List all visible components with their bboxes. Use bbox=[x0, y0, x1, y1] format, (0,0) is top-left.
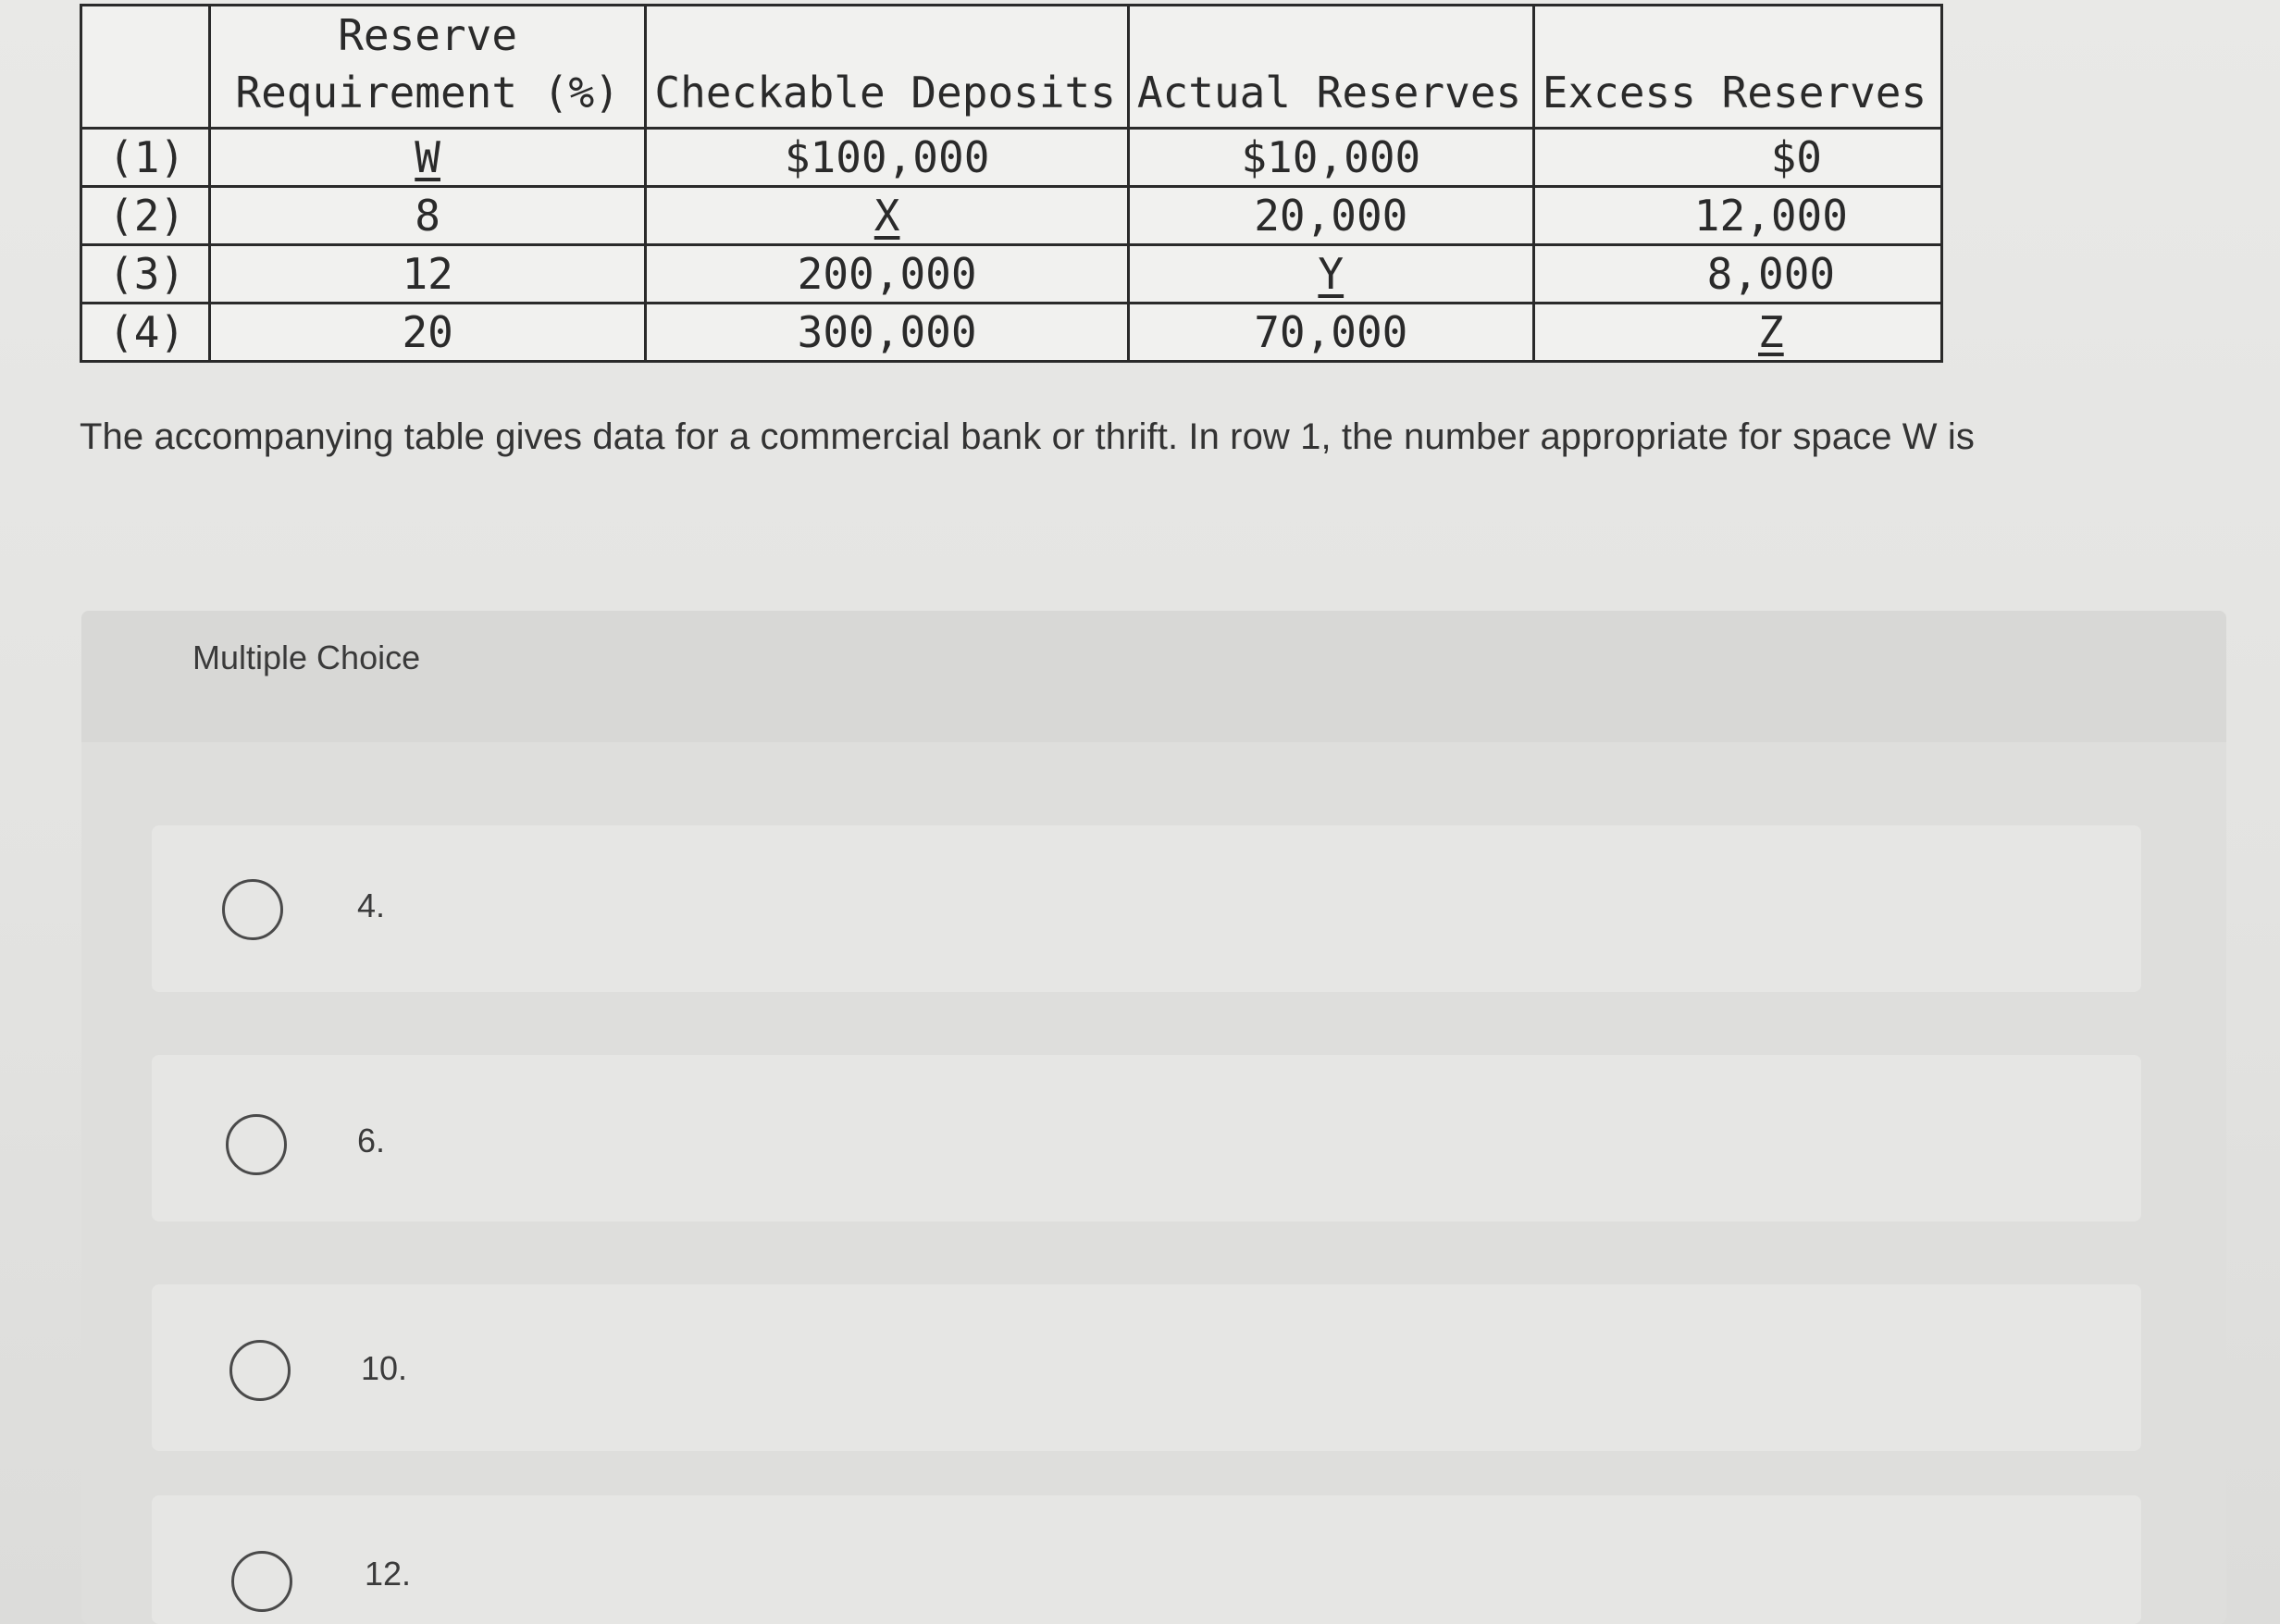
excess-cell: 8,000 bbox=[1533, 245, 1941, 304]
row-label: (3) bbox=[81, 245, 210, 304]
deposits-cell: 200,000 bbox=[646, 245, 1128, 304]
choice-label: 12. bbox=[365, 1555, 412, 1593]
table-row bbox=[81, 129, 1942, 187]
deposits-cell bbox=[646, 187, 1128, 245]
row-label: (1) bbox=[81, 129, 210, 187]
blank-y: Y bbox=[1318, 249, 1344, 299]
excess-cell: $0 bbox=[1533, 129, 1941, 187]
excess-cell: 12,000 bbox=[1533, 187, 1941, 245]
radio-button[interactable] bbox=[222, 879, 283, 940]
row-label: (4) bbox=[81, 304, 210, 362]
choice-label: 4. bbox=[357, 886, 386, 924]
header-excess-reserves: Excess Reserves bbox=[1533, 6, 1941, 129]
header-checkable-deposits: Checkable Deposits bbox=[646, 6, 1128, 129]
radio-button[interactable] bbox=[229, 1340, 291, 1401]
choice-option-3[interactable] bbox=[152, 1284, 2141, 1451]
header-reserve-line1: Reserve bbox=[338, 10, 518, 60]
actual-cell: $10,000 bbox=[1128, 129, 1533, 187]
reserve-cell bbox=[209, 129, 646, 187]
table-row bbox=[81, 187, 1942, 245]
table-header-row bbox=[81, 6, 1942, 129]
blank-w: W bbox=[415, 132, 440, 182]
header-reserve-requirement bbox=[209, 6, 646, 129]
multiple-choice-panel bbox=[81, 611, 2226, 1624]
deposits-cell: 300,000 bbox=[646, 304, 1128, 362]
choice-label: 6. bbox=[357, 1122, 386, 1159]
question-text: The accompanying table gives data for a commercial bank or thrift. In row 1, the number appropriate for space W is bbox=[80, 416, 1975, 457]
blank-x: X bbox=[874, 191, 900, 241]
multiple-choice-title: Multiple Choice bbox=[192, 638, 421, 676]
deposits-cell: $100,000 bbox=[646, 129, 1128, 187]
multiple-choice-header bbox=[81, 611, 2226, 742]
radio-button[interactable] bbox=[226, 1114, 287, 1175]
header-corner-cell bbox=[81, 6, 210, 129]
radio-button[interactable] bbox=[231, 1551, 292, 1612]
table-row bbox=[81, 304, 1942, 362]
reserve-data-table bbox=[80, 4, 1943, 363]
choice-option-1[interactable] bbox=[152, 825, 2141, 992]
header-reserve-line2: Requirement (%) bbox=[235, 68, 620, 118]
choice-option-4[interactable] bbox=[152, 1495, 2141, 1624]
row-label: (2) bbox=[81, 187, 210, 245]
excess-cell bbox=[1533, 304, 1941, 362]
choice-label: 10. bbox=[361, 1349, 408, 1387]
reserve-cell: 20 bbox=[209, 304, 646, 362]
header-actual-reserves: Actual Reserves bbox=[1128, 6, 1533, 129]
table-row bbox=[81, 245, 1942, 304]
reserve-cell: 8 bbox=[209, 187, 646, 245]
actual-cell bbox=[1128, 245, 1533, 304]
blank-z: Z bbox=[1758, 307, 1784, 357]
actual-cell: 70,000 bbox=[1128, 304, 1533, 362]
reserve-cell: 12 bbox=[209, 245, 646, 304]
choice-option-2[interactable] bbox=[152, 1055, 2141, 1221]
actual-cell: 20,000 bbox=[1128, 187, 1533, 245]
